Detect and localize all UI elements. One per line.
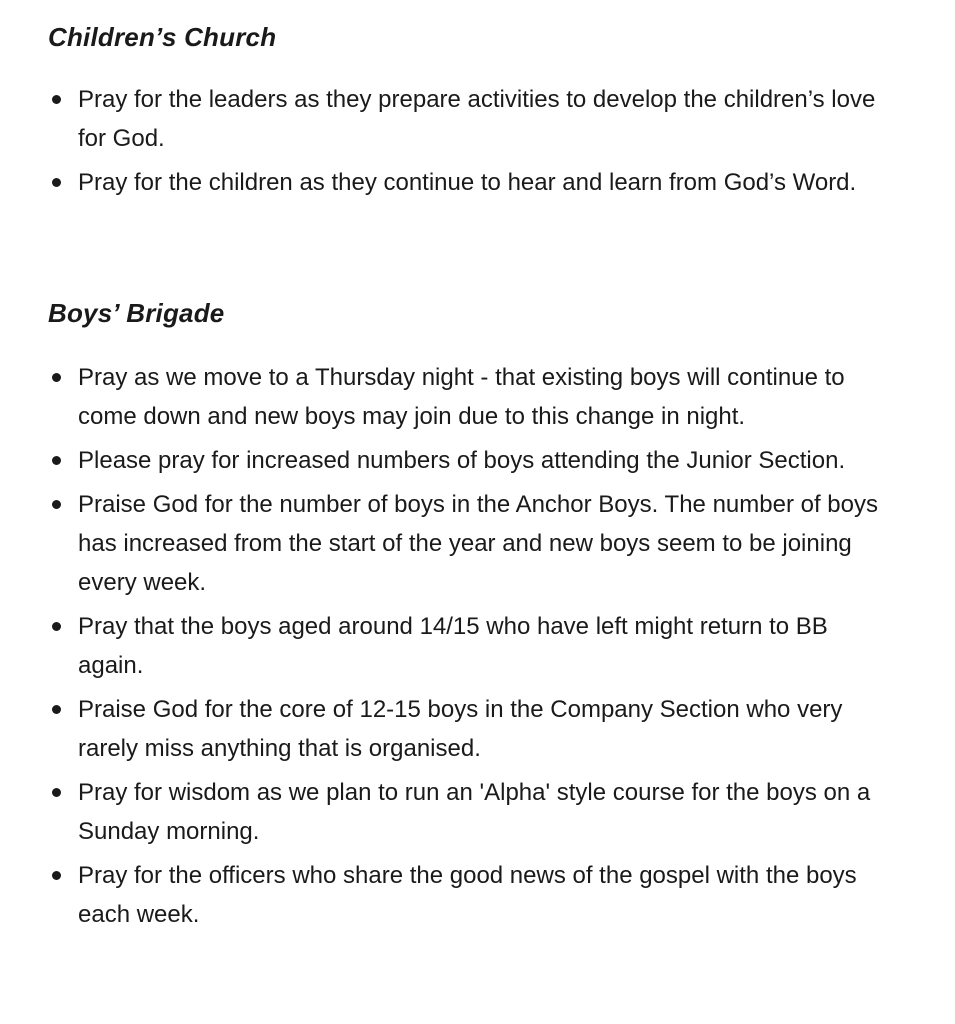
boys-brigade-prayer-list [48,358,898,939]
list-item [48,163,908,202]
bullet-icon [52,373,61,382]
bullet-icon [52,788,61,797]
list-item [48,856,898,934]
bullet-icon [52,178,61,187]
list-item [48,441,898,480]
bullet-icon [52,871,61,880]
childrens-church-prayer-list [48,80,908,207]
list-item-text: Pray for the officers who share the good news of the gospel with the boys each week. [78,862,857,928]
list-item [48,773,898,851]
list-item-text: Please pray for increased numbers of boys attending the Junior Section. [78,447,846,474]
list-item [48,80,908,158]
list-item-text: Praise God for the core of 12-15 boys in the Company Section who very rarely miss anything that is organised. [78,696,843,762]
list-item-text: Pray that the boys aged around 14/15 who have left might return to BB again. [78,613,828,679]
bullet-icon [52,622,61,631]
list-item [48,607,898,685]
list-item [48,358,898,436]
list-item-text: Pray for the leaders as they prepare activities to develop the children’s love for God. [78,86,876,152]
section-title-boys-brigade: Boys’ Brigade [48,298,225,328]
bullet-icon [52,95,61,104]
list-item [48,690,898,768]
list-item-text: Pray for wisdom as we plan to run an 'Alpha' style course for the boys on a Sunday morning. [78,779,871,845]
bullet-icon [52,456,61,465]
section-title-childrens-church: Children’s Church [48,22,277,52]
list-item-text: Praise God for the number of boys in the Anchor Boys. The number of boys has increased from the start of the year and new boys seem to be joining every week. [78,491,878,596]
list-item [48,485,898,602]
list-item-text: Pray as we move to a Thursday night - that existing boys will continue to come down and new boys may join due to this change in night. [78,364,845,430]
bullet-icon [52,500,61,509]
list-item-text: Pray for the children as they continue to hear and learn from God’s Word. [78,169,857,196]
bullet-icon [52,705,61,714]
